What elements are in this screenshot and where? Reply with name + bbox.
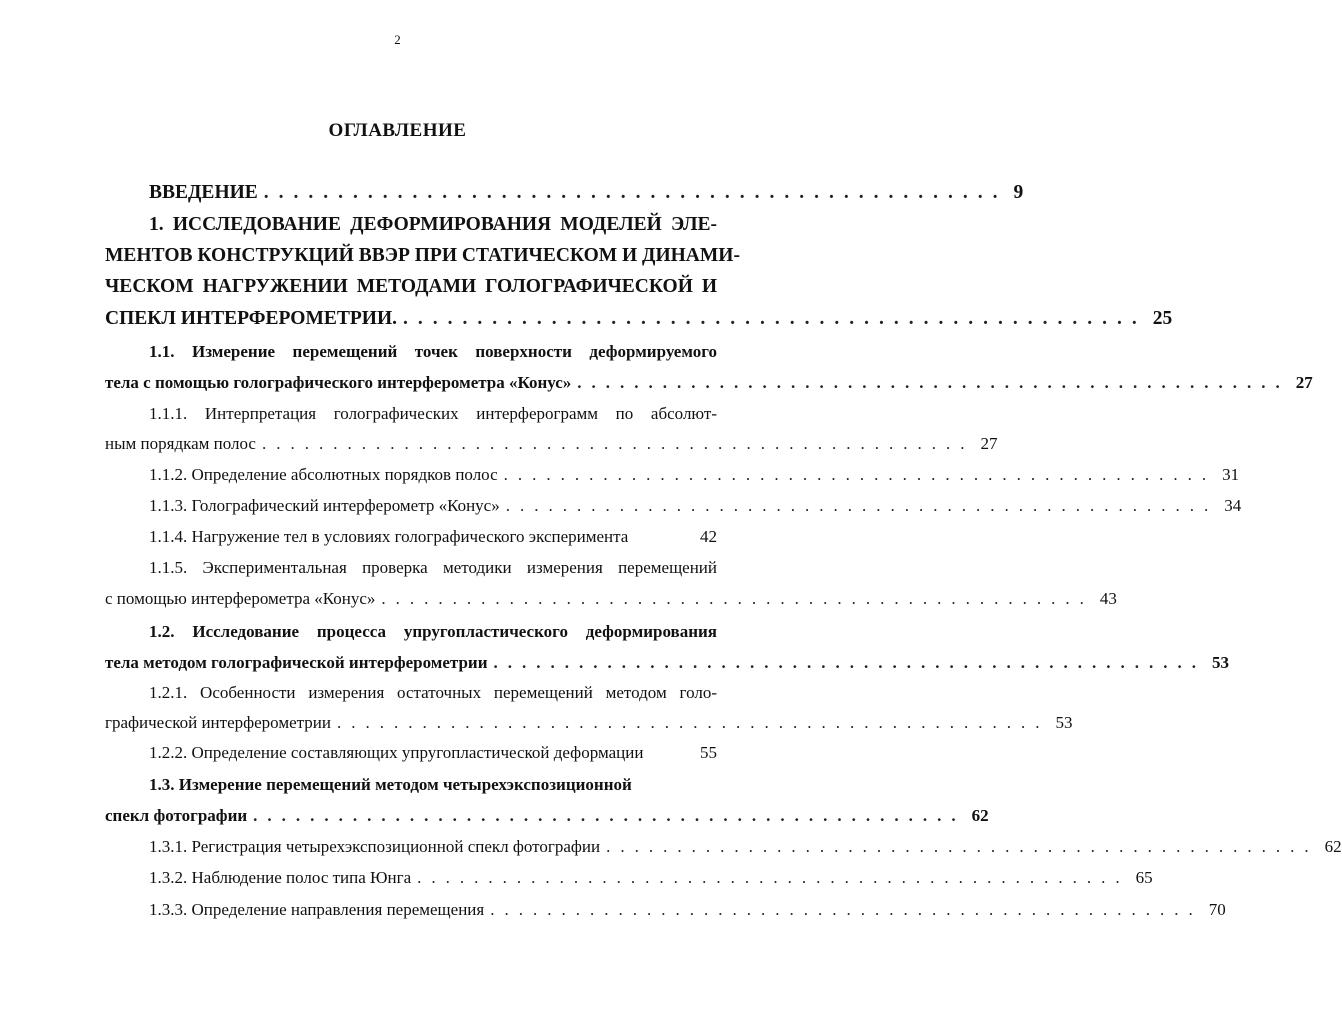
toc-entry-text: СПЕКЛ ИНТЕРФЕРОМЕТРИИ. [105,308,397,329]
toc-page-number: 31 [1222,465,1240,484]
toc-subsection-1-2-2 [105,737,717,768]
toc-subsection-1-2-1-line-1 [105,677,717,708]
toc-chapter-1-line-2: МЕНТОВ КОНСТРУКЦИЙ ВВЭР ПРИ СТАТИЧЕСКОМ И ДИНАМИ- [105,245,740,266]
toc-entry-text: 1.1.1. Интерпретация голографических интерферограмм по абсолют- [149,404,717,423]
toc-subsection-1-1-3 [105,490,1242,521]
toc-subsection-1-3-1 [105,831,1342,862]
toc-page-number: 62 [1324,837,1342,856]
toc-page-number: 34 [1224,496,1242,515]
toc-section-1-2-line-1 [105,616,717,647]
toc-page-number: 53 [1212,653,1229,672]
toc-page-number: 53 [1055,713,1073,732]
toc-subsection-1-1-1-line-1 [105,398,717,429]
leader-dots: .................................................. [505,496,1219,515]
toc-page-number: 55 [700,743,717,762]
toc-page-number: 9 [1013,182,1024,203]
leader-dots: .................................................. [336,713,1050,732]
toc-entry-text: 1.2.2. Определение составляющих упругопластической деформации [149,743,644,762]
toc-page-number: 65 [1135,868,1153,887]
toc-chapter-1-line-1 [105,209,717,240]
toc-entry-text: тела методом голографической интерферометрии [105,653,488,672]
page-number: 2 [394,32,401,47]
leader-dots: .................................................. [263,182,1008,203]
toc-section-1-2-line-2 [105,647,1229,678]
toc-subsection-1-3-3 [105,894,1226,925]
leader-dots: .................................................. [577,373,1290,392]
toc-entry-text: ВВЕДЕНИЕ [149,182,258,203]
leader-dots: .................................................. [490,900,1203,919]
toc-section-1-1-line-2 [105,367,1313,398]
toc-page-number: 27 [1295,373,1313,392]
toc-page-number: 27 [980,434,998,453]
toc-entry-text: спекл фотографии [105,806,248,825]
toc-subsection-1-3-2 [105,862,1153,893]
toc-subsection-1-1-2 [105,459,1240,490]
leader-dots: .................................................. [261,434,975,453]
toc-page-number: 25 [1152,308,1173,329]
toc-section-1-1-line-1 [105,336,717,367]
toc-entry-text: 1.1.3. Голографический интерферометр «Конус» [149,496,500,515]
toc-entry-text: 1.1.5. Экспериментальная проверка методики измерения перемещений [149,558,717,577]
toc-entry-text: 1.3.3. Определение направления перемещения [149,900,485,919]
toc-subsection-1-1-4 [105,521,717,552]
toc-entry-introduction [105,177,1024,208]
leader-dots: .................................................. [417,868,1130,887]
toc-entry-text: графической интерферометрии [105,713,331,732]
toc-subsection-1-1-5-line-1 [105,552,717,583]
toc-entry-text: 1.2.1. Особенности измерения остаточных перемещений методом голо- [149,683,717,702]
toc-section-1-3-line-1 [105,769,717,800]
leader-dots: .................................................. [503,465,1217,484]
toc-page-number: 42 [700,527,717,546]
leader-dots: .................................................. [493,653,1206,672]
toc-subsection-1-2-1-line-2 [105,707,1073,738]
toc-section-1-3-line-2 [105,800,989,831]
toc-entry-text: 1.1. Измерение перемещений точек поверхности деформируемого [149,342,717,361]
toc-subsection-1-1-5-line-2 [105,583,1117,614]
leader-dots: .................................................. [606,837,1319,856]
toc-entry-text: 1.3.2. Наблюдение полос типа Юнга [149,868,412,887]
toc-page-number: 43 [1099,589,1117,608]
toc-entry-text: ным порядкам полос [105,434,256,453]
toc-entry-text: 1.1.4. Нагружение тел в условиях голографического эксперимента [149,527,629,546]
toc-chapter-1-line-3: ЧЕСКОМ НАГРУЖЕНИИ МЕТОДАМИ ГОЛОГРАФИЧЕСКОЙ И [105,276,717,297]
leader-dots: .................................................. [253,806,966,825]
page-title: ОГЛАВЛЕНИЕ [328,120,467,141]
toc-entry-text: 1.3.1. Регистрация четырехэкспозиционной спекл фотографии [149,837,601,856]
toc-subsection-1-1-1-line-2 [105,428,998,459]
toc-page-number: 62 [971,806,989,825]
toc-page-number: 70 [1208,900,1226,919]
toc-entry-text: 1.1.2. Определение абсолютных порядков полос [149,465,498,484]
leader-dots: .................................................. [403,308,1147,329]
toc-entry-text: 1. ИССЛЕДОВАНИЕ ДЕФОРМИРОВАНИЯ МОДЕЛЕЙ ЭЛЕ- [149,214,717,235]
toc-entry-text: тела с помощью голографического интерферометра «Конус» [105,373,572,392]
toc-entry-text: 1.2. Исследование процесса упругопластического деформирования [149,622,717,641]
toc-chapter-1-line-4 [105,303,1173,334]
toc-entry-text: 1.3. Измерение перемещений методом четырехэкспозиционной [149,775,632,794]
leader-dots: .................................................. [381,589,1094,608]
toc-entry-text: с помощью интерферометра «Конус» [105,589,376,608]
